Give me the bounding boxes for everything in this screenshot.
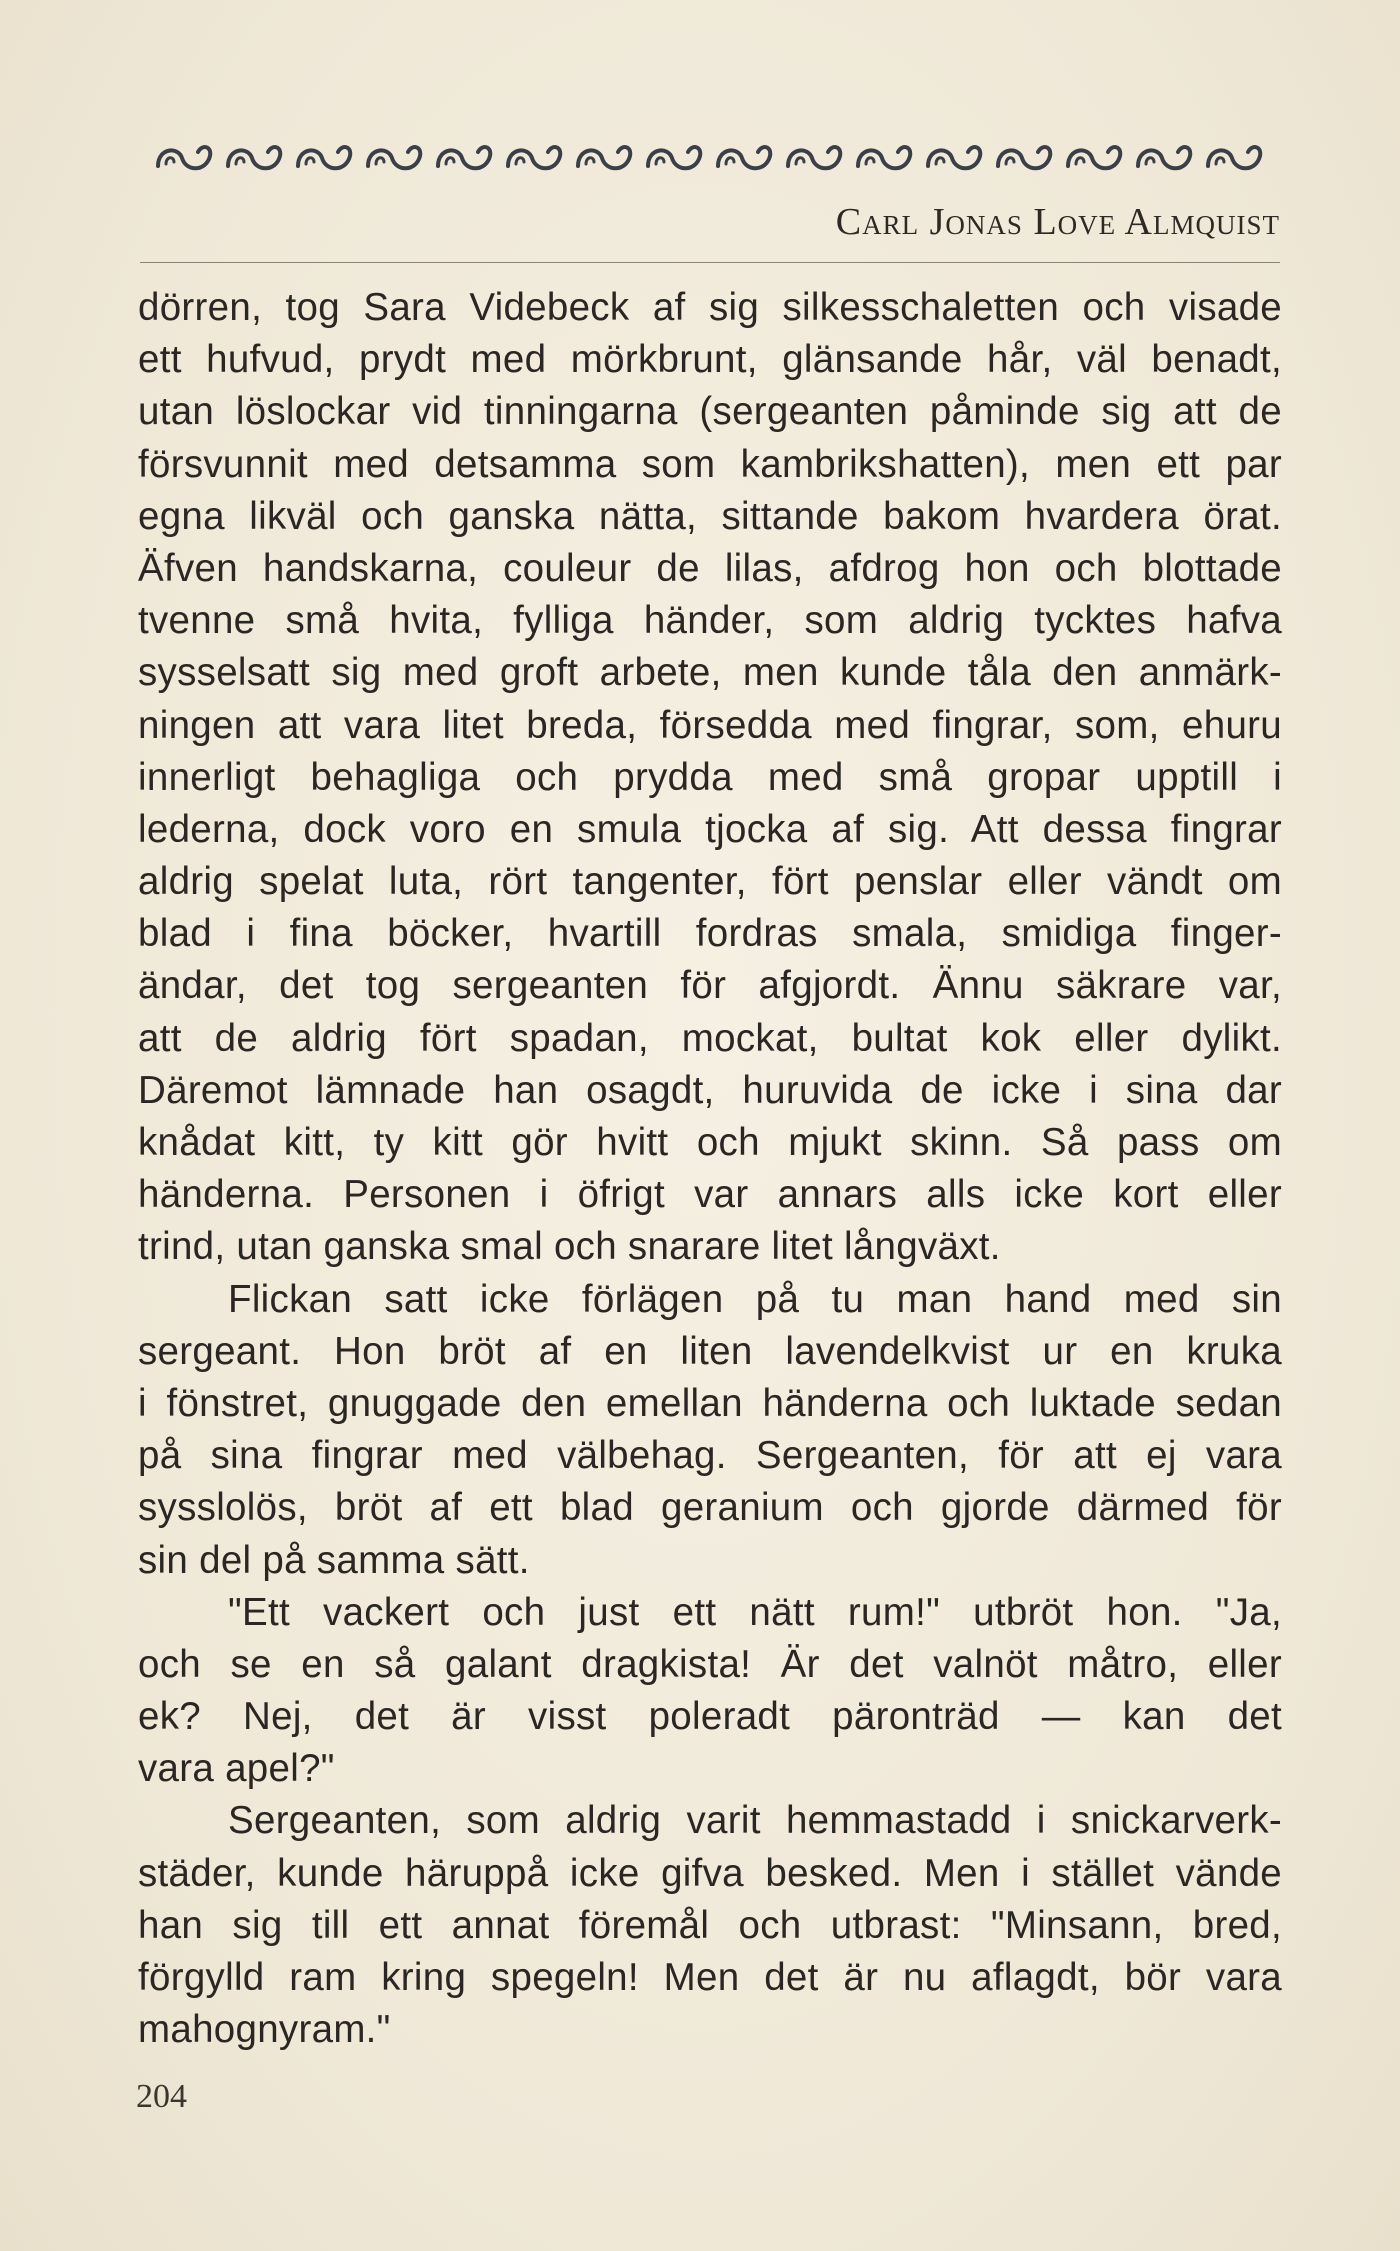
page-number: 204	[136, 2078, 187, 2115]
text-line: sin del på samma sätt.	[138, 1538, 530, 1582]
text-line: utan löslockar vid tinningarna (sergeanten påminde sig att de	[138, 390, 1282, 434]
text-line: aldrig spelat luta, rört tangenter, fört penslar eller vändt om	[138, 860, 1282, 904]
text-line: ningen att vara litet breda, försedda med fingrar, som, ehuru	[138, 703, 1282, 747]
scroll-curl-inner	[1076, 158, 1084, 164]
text-line: på sina fingrar med välbehag. Sergeanten, för att ej vara	[138, 1434, 1282, 1478]
text-line: "Ett vackert och just ett nätt rum!" utbröt hon. "Ja,	[228, 1590, 1282, 1634]
scroll-curl-inner	[586, 158, 594, 164]
text-line: innerligt behagliga och prydda med små gropar upptill i	[138, 755, 1282, 799]
text-line: egna likväl och ganska nätta, sittande bakom hvardera örat.	[138, 494, 1282, 538]
scroll-curl-inner	[166, 158, 174, 164]
text-line: i fönstret, gnuggade den emellan händerna och luktade sedan	[138, 1381, 1282, 1425]
scroll-curl-inner	[306, 158, 314, 164]
header-rule	[140, 262, 1280, 263]
scroll-curl-inner	[796, 158, 804, 164]
scroll-curl-inner	[1216, 158, 1224, 164]
text-line: försvunnit med detsamma som kambrikshatten), men ett par	[138, 442, 1282, 486]
text-line: trind, utan ganska smal och snarare litet långväxt.	[138, 1225, 1001, 1269]
text-line: städer, kunde häruppå icke gifva besked. Men i stället vände	[138, 1851, 1282, 1895]
scroll-curl-inner	[1006, 158, 1014, 164]
scroll-curl-inner	[376, 158, 384, 164]
scroll-curl-inner	[726, 158, 734, 164]
text-line: tvenne små hvita, fylliga händer, som aldrig tycktes hafva	[138, 599, 1282, 643]
text-line: han sig till ett annat föremål och utbrast: "Minsann, bred,	[138, 1903, 1282, 1947]
text-line: Äfven handskarna, couleur de lilas, afdrog hon och blottade	[138, 546, 1282, 590]
text-line: lederna, dock voro en smula tjocka af sig. Att dessa fingrar	[138, 807, 1282, 851]
text-line: förgylld ram kring spegeln! Men det är nu aflagdt, bör vara	[138, 1956, 1282, 1999]
scroll-curl-inner	[446, 158, 454, 164]
scroll-curl-inner	[236, 158, 244, 164]
text-line: blad i fina böcker, hvartill fordras smala, smidiga finger-	[138, 912, 1282, 956]
text-line: Däremot lämnade han osagdt, huruvida de icke i sina dar	[138, 1068, 1282, 1112]
scroll-curl-inner	[516, 158, 524, 164]
scroll-curl-inner	[936, 158, 944, 164]
scroll-curl-inner	[1146, 158, 1154, 164]
running-head: Carl Jonas Love Almquist	[835, 201, 1280, 243]
text-line: dörren, tog Sara Videbeck af sig silkesschaletten och visade	[138, 286, 1282, 329]
text-line: sysselsatt sig med groft arbete, men kunde tåla den anmärk-	[138, 651, 1282, 695]
text-line: att de aldrig fört spadan, mockat, bultat kok eller dylikt.	[138, 1016, 1282, 1060]
text-line: Sergeanten, som aldrig varit hemmastadd i snickarverk-	[228, 1799, 1282, 1843]
text-line: sergeant. Hon bröt af en liten lavendelkvist ur en kruka	[138, 1329, 1282, 1373]
body-text	[138, 282, 1282, 2056]
text-line: händerna. Personen i öfrigt var annars alls icke kort eller	[138, 1173, 1282, 1217]
scroll-curl-inner	[866, 158, 874, 164]
text-line: sysslolös, bröt af ett blad geranium och gjorde därmed för	[138, 1486, 1282, 1530]
scroll-border-ornament-icon	[152, 130, 1272, 190]
text-line: ändar, det tog sergeanten för afgjordt. Ännu säkrare var,	[138, 964, 1282, 1008]
text-line: knådat kitt, ty kitt gör hvitt och mjukt skinn. Så pass om	[138, 1121, 1282, 1164]
scroll-curl-inner	[656, 158, 664, 164]
text-line: vara apel?"	[138, 1747, 335, 1791]
text-line: ek? Nej, det är visst poleradt päronträd — kan det	[138, 1695, 1282, 1739]
text-line: mahognyram."	[138, 2008, 391, 2052]
text-line: Flickan satt icke förlägen på tu man hand med sin	[228, 1277, 1282, 1321]
text-line: ett hufvud, prydt med mörkbrunt, glänsande hår, väl benadt,	[138, 338, 1282, 382]
text-line: och se en så galant dragkista! Är det valnöt måtro, eller	[138, 1642, 1282, 1686]
